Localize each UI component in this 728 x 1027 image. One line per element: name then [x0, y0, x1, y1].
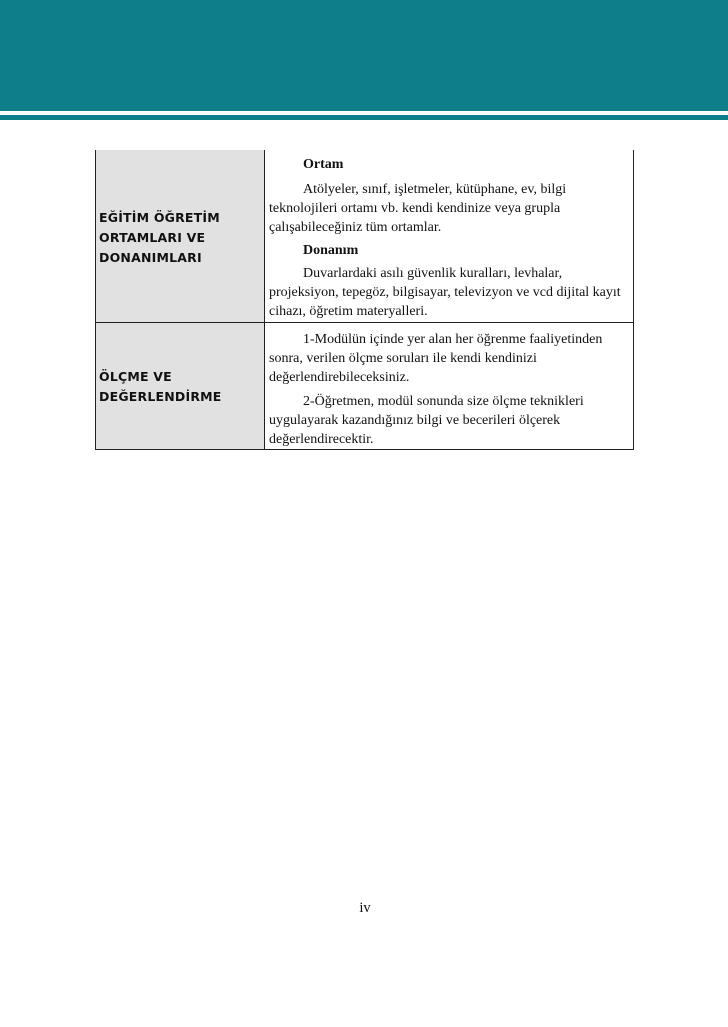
- section-heading-environment: Ortam: [303, 157, 344, 172]
- assessment-paragraph-2: 2-Öğretmen, modül sonunda size ölçme teknikleri uygulayarak kazandığınız bilgi ve becerileri ölçerek değerlendirecektir.: [269, 394, 584, 447]
- page-number: iv: [359, 900, 371, 916]
- label-line: DEĞERLENDİRME: [99, 389, 222, 404]
- label-line: ORTAMLARI VE: [99, 230, 206, 245]
- section-heading-equipment: Donanım: [303, 243, 359, 258]
- content-cell-assessment: [265, 323, 634, 450]
- header-banner: [0, 0, 728, 111]
- label-line: ÖLÇME VE: [99, 369, 172, 384]
- label-cell-environment: [96, 150, 265, 323]
- content-cell-environment: [265, 150, 634, 323]
- header-rule: [0, 115, 728, 120]
- table-row-environment: [96, 150, 634, 323]
- assessment-paragraph-1: 1-Modülün içinde yer alan her öğrenme faaliyetinden sonra, verilen ölçme soruları ile kendi kendinizi değerlendirebileceksiniz.: [269, 332, 603, 385]
- label-line: DONANIMLARI: [99, 250, 202, 265]
- equipment-description: Duvarlardaki asılı güvenlik kuralları, levhalar, projeksiyon, tepegöz, bilgisayar, televizyon ve vcd dijital kayıt cihazı, öğretim materyalleri.: [269, 266, 621, 319]
- label-cell-assessment: [96, 323, 265, 450]
- label-assessment: [99, 367, 264, 407]
- environment-description: Atölyeler, sınıf, işletmeler, kütüphane, ev, bilgi teknolojileri ortamı vb. kendi kendinize veya grupla çalışabileceğiniz tüm ortamlar.: [269, 182, 567, 235]
- module-info-table: [95, 150, 634, 450]
- table-row-assessment: [96, 323, 634, 450]
- label-line: EĞİTİM ÖĞRETİM: [99, 210, 220, 225]
- label-environment: [99, 208, 264, 268]
